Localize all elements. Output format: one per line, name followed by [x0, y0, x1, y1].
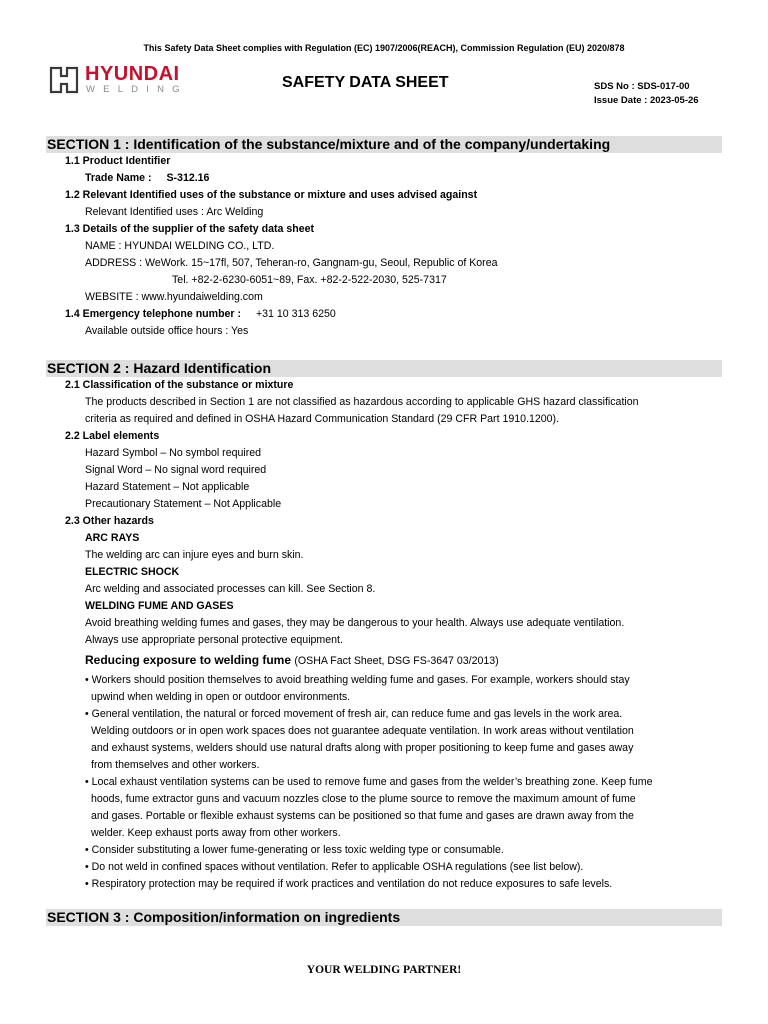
subsection-1-2-title: 1.2 Relevant Identified uses of the substance or mixture and uses advised against [65, 189, 478, 201]
precautionary-statement: Precautionary Statement – Not Applicable [85, 498, 282, 510]
bullet-line-continued: welder. Keep exhaust ports away from other workers. [91, 827, 341, 839]
hazard-symbol: Hazard Symbol – No symbol required [85, 447, 262, 459]
electric-shock-title: ELECTRIC SHOCK [85, 566, 180, 578]
supplier-tel-fax: Tel. +82-2-6230-6051~89, Fax. +82-2-522-2030, 525-7317 [172, 274, 447, 286]
arc-rays-title: ARC RAYS [85, 532, 140, 544]
bullet-line-continued: and gases. Portable or flexible exhaust systems can be positioned so that fume and gases are drawn away from the [91, 810, 634, 822]
reducing-exposure-heading [46, 649, 722, 672]
regulation-note: This Safety Data Sheet complies with Regulation (EC) 1907/2006(REACH), Commission Regulation (EU) 2020/878 [143, 43, 625, 53]
section-3-heading: SECTION 3 : Composition/information on ingredients [46, 909, 722, 926]
logo-sub-text: WELDING [86, 84, 188, 95]
supplier-name: NAME : HYUNDAI WELDING CO., LTD. [85, 240, 275, 252]
bullet-item [46, 706, 722, 774]
hazard-statement: Hazard Statement – Not applicable [85, 481, 250, 493]
hyundai-h-logo-icon [48, 66, 80, 94]
classification-line-2: criteria as required and defined in OSHA Hazard Communication Standard (29 CFR Part 1910.1200). [85, 413, 560, 425]
subsection-2-1-title: 2.1 Classification of the substance or mixture [65, 379, 294, 391]
document-title: SAFETY DATA SHEET [282, 74, 449, 91]
emergency-phone-number: +31 10 313 6250 [255, 308, 336, 320]
bullet-item [46, 859, 722, 876]
bullet-item [46, 842, 722, 859]
supplier-address: ADDRESS : WeWork. 15~17fl, 507, Teheran-ro, Gangnam-gu, Seoul, Republic of Korea [85, 257, 498, 269]
subsection-1-4-title: 1.4 Emergency telephone number : [65, 308, 242, 320]
bullet-line-continued: hoods, fume extractor guns and vacuum nozzles close to the plume source to remove the maximum amount of fume [91, 793, 636, 805]
section-2-heading: SECTION 2 : Hazard Identification [46, 360, 722, 377]
supplier-website: WEBSITE : www.hyundaiwelding.com [85, 291, 263, 303]
sds-number: SDS No : SDS-017-00 [594, 81, 690, 92]
bullet-item [46, 876, 722, 893]
welding-fume-title: WELDING FUME AND GASES [85, 600, 234, 612]
ventilation-bullet-list [46, 672, 722, 893]
bullet-item [46, 672, 722, 706]
welding-fume-line-1: Avoid breathing welding fumes and gases, they may be dangerous to your health. Always use adequate ventilation. [85, 617, 625, 629]
issue-date: Issue Date : 2023-05-26 [594, 94, 699, 106]
bullet-item [46, 774, 722, 842]
bullet-line-continued: and exhaust systems, welders should use natural drafts along with proper positioning to keep fume and gases away [91, 742, 634, 754]
identified-uses: Relevant Identified uses : Arc Welding [85, 206, 264, 218]
trade-name-label: Trade Name : [85, 172, 152, 184]
trade-name-row [46, 170, 722, 187]
trade-name-value: S-312.16 [166, 172, 210, 184]
subsection-2-3-title: 2.3 Other hazards [65, 515, 154, 527]
classification-line-1: The products described in Section 1 are not classified as hazardous according to applicable GHS hazard classification [85, 396, 639, 408]
signal-word: Signal Word – No signal word required [85, 464, 267, 476]
bullet-line-continued: Welding outdoors or in open work spaces does not guarantee adequate ventilation. In work areas without ventilation [91, 725, 634, 737]
reducing-exposure-title: Reducing exposure to welding fume [85, 653, 292, 667]
footer-slogan: YOUR WELDING PARTNER! [306, 964, 462, 976]
section-1-heading: SECTION 1 : Identification of the substance/mixture and of the company/undertaking [46, 136, 722, 153]
bullet-line-continued: upwind when welding in open or outdoor environments. [91, 691, 351, 703]
bullet-line-first: • General ventilation, the natural or forced movement of fresh air, can reduce fume and gas levels in the work area. [85, 708, 623, 720]
arc-rays-text: The welding arc can injure eyes and burn skin. [85, 549, 304, 561]
outside-hours: Available outside office hours : Yes [85, 325, 249, 337]
welding-fume-line-2: Always use appropriate personal protective equipment. [85, 634, 343, 646]
bullet-line-first: • Workers should position themselves to avoid breathing welding fume and gases. For example, workers should stay [85, 674, 630, 686]
subsection-2-2-title: 2.2 Label elements [65, 430, 160, 442]
company-logo [48, 64, 198, 98]
emergency-phone-row [46, 306, 722, 323]
reducing-exposure-reference: (OSHA Fact Sheet, DSG FS-3647 03/2013) [294, 655, 499, 667]
bullet-line-continued: from themselves and other workers. [91, 759, 260, 771]
subsection-1-3-title: 1.3 Details of the supplier of the safety data sheet [65, 223, 315, 235]
bullet-line-first: • Respiratory protection may be required if work practices and ventilation do not reduce exposures to safe levels. [85, 878, 613, 890]
subsection-1-1-title: 1.1 Product Identifier [65, 155, 171, 167]
bullet-line-first: • Consider substituting a lower fume-generating or less toxic welding type or consumable. [85, 844, 504, 856]
logo-brand-text: HYUNDAI [85, 63, 180, 85]
document-body [46, 136, 722, 926]
bullet-line-first: • Local exhaust ventilation systems can be used to remove fume and gases from the welder’s breathing zone. Keep fume [85, 776, 653, 788]
bullet-line-first: • Do not weld in confined spaces without ventilation. Refer to applicable OSHA regulations (see list below). [85, 861, 584, 873]
sds-meta [594, 80, 699, 107]
electric-shock-text: Arc welding and associated processes can kill. See Section 8. [85, 583, 376, 595]
